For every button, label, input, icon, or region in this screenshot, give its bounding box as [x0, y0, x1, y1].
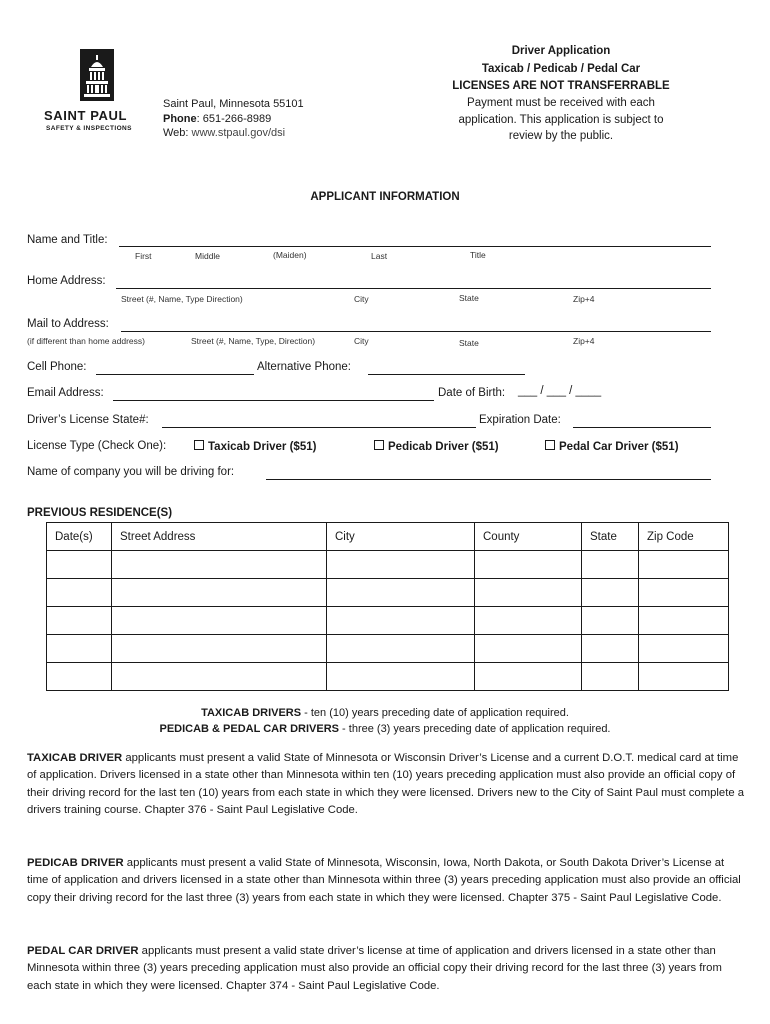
- sub-zip: Zip+4: [573, 336, 595, 346]
- sub-city: City: [354, 336, 369, 346]
- col-county: County: [475, 523, 582, 551]
- sub-title: Title: [470, 250, 486, 260]
- table-cell[interactable]: [112, 551, 327, 579]
- payment-line-1: Payment must be received with each: [467, 97, 655, 109]
- sub-state: State: [459, 338, 479, 348]
- table-cell[interactable]: [582, 663, 639, 691]
- pedal-car-option-label: Pedal Car Driver ($51): [559, 441, 679, 453]
- table-row: [47, 579, 729, 607]
- table-cell[interactable]: [112, 663, 327, 691]
- saint-paul-logo-icon: [80, 49, 114, 101]
- taxicab-paragraph-text: applicants must present a valid State of Minnesota or Wisconsin Driver’s License and a current D.O.T. medical card at time of application. Drivers licensed in a state other than Minnesota within ten (10) years preceding application must also provide an official copy of their driving record for the last ten (10) years from each state in which they were licensed. Drivers new to the City of Saint Paul must complete a drivers training course. Chapter 376 - Saint Paul Legislative Code.: [27, 752, 745, 816]
- company-label: Name of company you will be driving for:: [27, 466, 235, 478]
- pedicab-paragraph-text: applicants must present a valid State of Minnesota, Wisconsin, Iowa, North Dakota, or South Dakota Driver’s License at time of application and drivers licensed in a state other than Minnesota within three (3) years preceding application must also provide an official copy their driving record for the last three (3) years from each state in which they were licensed. Chapter 375 - Saint Paul Legislative Code.: [27, 857, 741, 904]
- web-label: Web:: [163, 127, 189, 139]
- table-cell[interactable]: [327, 579, 475, 607]
- pedal-car-paragraph-text: applicants must present a valid state driver’s license at time of application and drivers licensed in a state other than Minnesota within three (3) years preceding application must also provide an official copy their driving record for the last three (3) years from each state in which they were licensed. Chapter 374 - Saint Paul Legislative Code.: [27, 945, 722, 992]
- table-row: [47, 663, 729, 691]
- table-cell[interactable]: [327, 551, 475, 579]
- taxicab-paragraph-bold: TAXICAB DRIVER: [27, 752, 123, 764]
- sub-zip: Zip+4: [573, 294, 595, 304]
- table-cell[interactable]: [582, 551, 639, 579]
- mail-address-field[interactable]: [121, 331, 711, 332]
- table-cell[interactable]: [47, 551, 112, 579]
- table-cell[interactable]: [582, 635, 639, 663]
- alt-phone-field[interactable]: [368, 374, 525, 375]
- table-cell[interactable]: [327, 635, 475, 663]
- table-cell[interactable]: [582, 579, 639, 607]
- table-cell[interactable]: [112, 579, 327, 607]
- sub-street: Street (#, Name, Type, Direction): [191, 336, 316, 346]
- table-cell[interactable]: [327, 607, 475, 635]
- table-cell[interactable]: [475, 607, 582, 635]
- table-cell[interactable]: [582, 607, 639, 635]
- table-cell[interactable]: [475, 551, 582, 579]
- checkbox-icon[interactable]: [545, 440, 555, 450]
- table-cell[interactable]: [639, 663, 729, 691]
- cell-phone-field[interactable]: [96, 374, 254, 375]
- col-state: State: [582, 523, 639, 551]
- pedicab-option[interactable]: [374, 440, 499, 453]
- section-applicant-information: APPLICANT INFORMATION: [310, 191, 460, 203]
- company-field[interactable]: [266, 479, 711, 480]
- table-cell[interactable]: [639, 635, 729, 663]
- table-cell[interactable]: [47, 607, 112, 635]
- col-city: City: [327, 523, 475, 551]
- table-row: [47, 551, 729, 579]
- previous-residence-table: [46, 522, 729, 691]
- taxi-requirement-bold: TAXICAB DRIVERS: [201, 707, 302, 719]
- dob-label: Date of Birth:: [438, 387, 506, 399]
- email-label: Email Address:: [27, 387, 104, 399]
- dl-state-label: Driver’s License State#:: [27, 414, 149, 426]
- home-address-field[interactable]: [116, 288, 711, 289]
- form-subtitle: Taxicab / Pedicab / Pedal Car: [481, 63, 641, 75]
- pedicab-requirement-text: - three (3) years preceding date of application required.: [339, 723, 611, 735]
- table-cell[interactable]: [327, 663, 475, 691]
- payment-line-2: application. This application is subject to: [458, 114, 664, 126]
- dl-state-field[interactable]: [162, 427, 476, 428]
- col-street: Street Address: [112, 523, 327, 551]
- pedicab-paragraph: [27, 855, 747, 907]
- cell-phone-label: Cell Phone:: [27, 361, 87, 373]
- table-cell[interactable]: [639, 579, 729, 607]
- table-cell[interactable]: [112, 607, 327, 635]
- taxicab-option[interactable]: [194, 440, 316, 453]
- sub-if-different: (if different than home address): [27, 336, 145, 346]
- name-title-field[interactable]: [119, 246, 711, 247]
- col-zip: Zip Code: [639, 523, 729, 551]
- pedal-car-option[interactable]: [545, 440, 679, 453]
- sub-maiden: (Maiden): [273, 250, 307, 260]
- logo-subtitle: SAFETY & INSPECTIONS: [46, 125, 132, 132]
- pedicab-requirement-note: [0, 723, 770, 735]
- table-row: [47, 635, 729, 663]
- sub-first: First: [135, 251, 152, 261]
- sub-middle: Middle: [195, 251, 221, 261]
- dob-field[interactable]: ___ / ___ / ____: [518, 385, 602, 397]
- logo-name: SAINT PAUL: [44, 108, 128, 123]
- sub-last: Last: [371, 251, 388, 261]
- pedicab-requirement-bold: PEDICAB & PEDAL CAR DRIVERS: [159, 723, 339, 735]
- checkbox-icon[interactable]: [374, 440, 384, 450]
- table-cell[interactable]: [639, 607, 729, 635]
- pedal-car-paragraph: [27, 943, 747, 995]
- pedal-car-paragraph-bold: PEDAL CAR DRIVER: [27, 945, 139, 957]
- table-cell[interactable]: [47, 635, 112, 663]
- table-cell[interactable]: [112, 635, 327, 663]
- pedicab-paragraph-bold: PEDICAB DRIVER: [27, 857, 124, 869]
- phone-label: Phone: [163, 113, 197, 125]
- license-type-label: License Type (Check One):: [27, 440, 167, 452]
- table-cell[interactable]: [475, 663, 582, 691]
- city-line: Saint Paul, Minnesota 55101: [163, 98, 304, 110]
- alt-phone-label: Alternative Phone:: [257, 361, 351, 373]
- table-cell[interactable]: [475, 635, 582, 663]
- email-field[interactable]: [113, 400, 434, 401]
- mail-address-label: Mail to Address:: [27, 318, 109, 330]
- table-header-row: [47, 523, 729, 551]
- taxi-requirement-note: [0, 707, 770, 719]
- taxicab-option-label: Taxicab Driver ($51): [208, 441, 317, 453]
- phone-number: : 651-266-8989: [196, 113, 272, 125]
- sub-street: Street (#, Name, Type Direction): [121, 294, 243, 304]
- sub-city: City: [354, 294, 369, 304]
- col-dates: Date(s): [47, 523, 112, 551]
- form-title: Driver Application: [511, 45, 611, 57]
- table-cell[interactable]: [47, 663, 112, 691]
- non-transferable-notice: LICENSES ARE NOT TRANSFERRABLE: [452, 80, 670, 92]
- web-link[interactable]: www.stpaul.gov/dsi: [191, 127, 286, 139]
- table-cell[interactable]: [475, 579, 582, 607]
- name-title-label: Name and Title:: [27, 234, 108, 246]
- expiration-label: Expiration Date:: [479, 414, 561, 426]
- taxi-requirement-text: - ten (10) years preceding date of application required.: [301, 707, 569, 719]
- home-address-label: Home Address:: [27, 275, 106, 287]
- table-row: [47, 607, 729, 635]
- payment-line-3: review by the public.: [508, 130, 614, 142]
- table-cell[interactable]: [47, 579, 112, 607]
- pedicab-option-label: Pedicab Driver ($51): [388, 441, 499, 453]
- taxicab-paragraph: [27, 750, 747, 819]
- table-cell[interactable]: [639, 551, 729, 579]
- expiration-field[interactable]: [573, 427, 711, 428]
- previous-residence-title: PREVIOUS RESIDENCE(S): [27, 507, 173, 519]
- web-line: [163, 127, 285, 139]
- sub-state: State: [459, 293, 479, 303]
- phone-line: [163, 113, 271, 125]
- checkbox-icon[interactable]: [194, 440, 204, 450]
